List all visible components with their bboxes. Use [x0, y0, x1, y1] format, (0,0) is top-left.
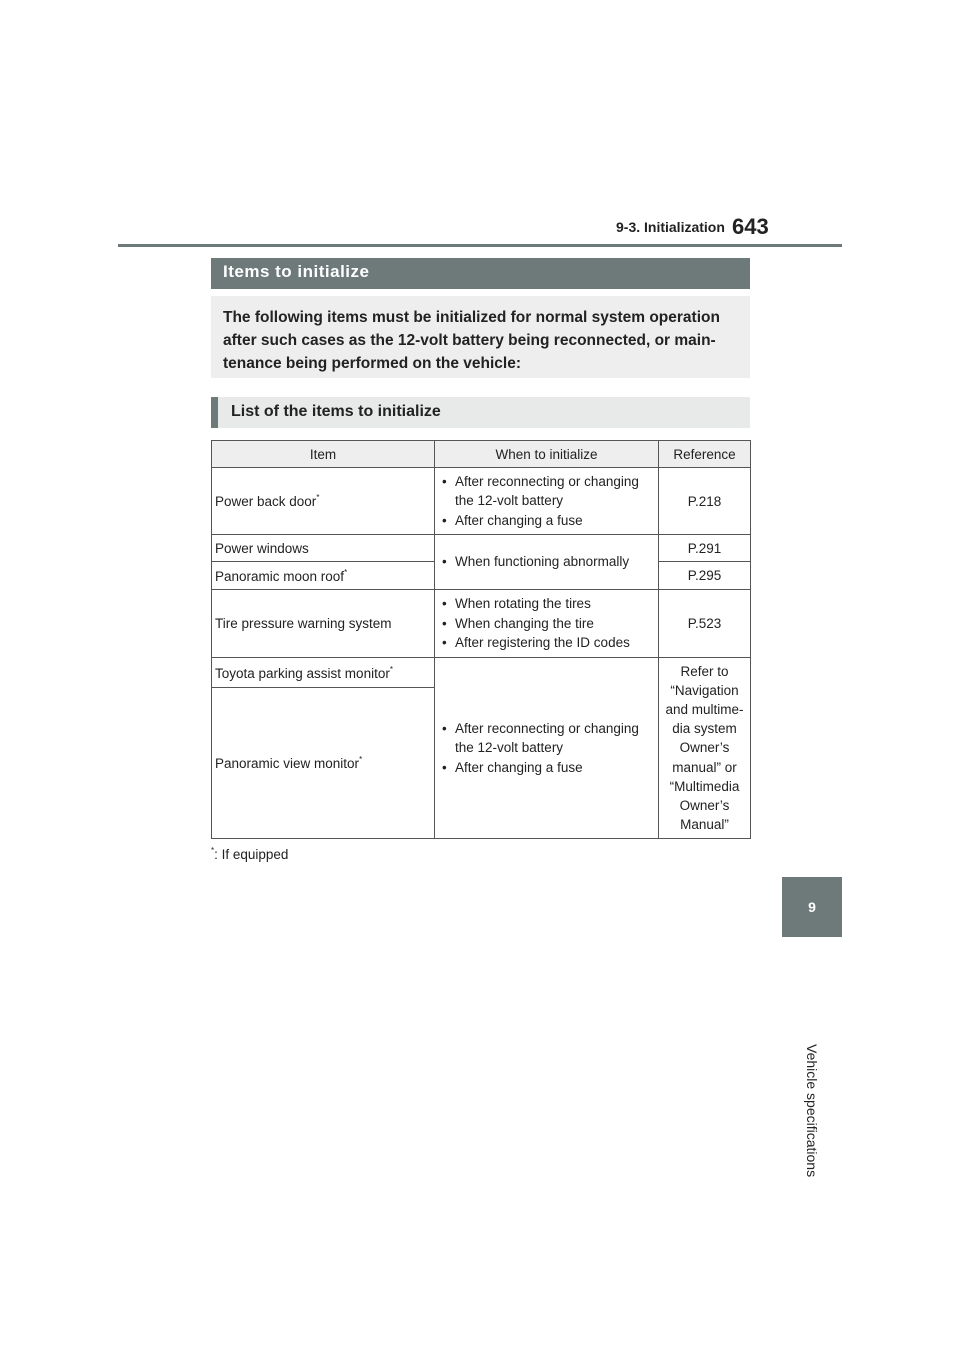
header-when: When to initialize	[435, 441, 659, 468]
header-reference: Reference	[659, 441, 751, 468]
footnote	[211, 846, 288, 862]
item-cell	[212, 468, 435, 535]
reference-cell: P.291	[659, 535, 751, 562]
item-cell	[212, 535, 435, 562]
when-cell	[435, 658, 659, 839]
reference-cell: P.523	[659, 590, 751, 658]
when-bullet: • After reconnecting or changing the 12-volt battery	[442, 472, 655, 511]
asterisk: *	[344, 567, 348, 577]
item-cell	[212, 688, 435, 839]
when-bullet: • When functioning abnormally	[442, 552, 655, 572]
when-bullet: • After registering the ID codes	[442, 633, 655, 653]
item-cell	[212, 590, 435, 658]
asterisk: *	[359, 755, 363, 764]
chapter-number: 9	[808, 899, 816, 915]
when-bullet: • When changing the tire	[442, 614, 655, 634]
intro-text: The following items must be initialized for normal system operation after such cases as the 12-volt battery being reconnected, or main-tenance being performed on the vehicle:	[211, 296, 750, 378]
when-bullet: • When rotating the tires	[442, 594, 655, 614]
page-number: 643	[732, 214, 769, 239]
when-cell	[435, 535, 659, 590]
item-text: Panoramic moon roof	[215, 568, 345, 584]
when-cell	[435, 590, 659, 658]
when-bullet: • After changing a fuse	[442, 758, 655, 778]
header-item: Item	[212, 441, 435, 468]
initialize-table	[211, 440, 751, 839]
item-text: Power windows	[215, 540, 309, 556]
when-cell	[435, 468, 659, 535]
chapter-tab	[782, 877, 842, 937]
item-cell	[212, 658, 435, 688]
subsection-title: List of the items to initialize	[211, 397, 750, 428]
item-text: Panoramic view monitor	[215, 756, 360, 771]
asterisk: *	[389, 664, 393, 674]
table-row	[212, 468, 751, 535]
item-text: Toyota parking assist monitor	[215, 665, 390, 681]
reference-cell: P.218	[659, 468, 751, 535]
item-cell	[212, 562, 435, 590]
item-text: Power back door	[215, 494, 317, 509]
section-title: Items to initialize	[211, 258, 750, 289]
asterisk: *	[316, 493, 320, 502]
when-bullet: • After reconnecting or changing the 12-volt battery	[442, 719, 655, 758]
footnote-text: : If equipped	[214, 847, 289, 862]
table-row	[212, 590, 751, 658]
when-bullet: • After changing a fuse	[442, 511, 655, 531]
table-row	[212, 535, 751, 562]
item-text: Tire pressure warning system	[215, 616, 392, 631]
table-row	[212, 658, 751, 688]
reference-cell: Refer to “Navigation and multime-dia system Owner’s manual” or “Multimedia Owner’s Manual”	[659, 658, 751, 839]
section-header: 9-3. Initialization	[616, 219, 725, 235]
header-rule	[118, 244, 842, 247]
footnote-mark: *	[211, 846, 215, 855]
reference-cell: P.295	[659, 562, 751, 590]
chapter-label: Vehicle specifications	[804, 1044, 820, 1178]
table-header-row	[212, 441, 751, 468]
